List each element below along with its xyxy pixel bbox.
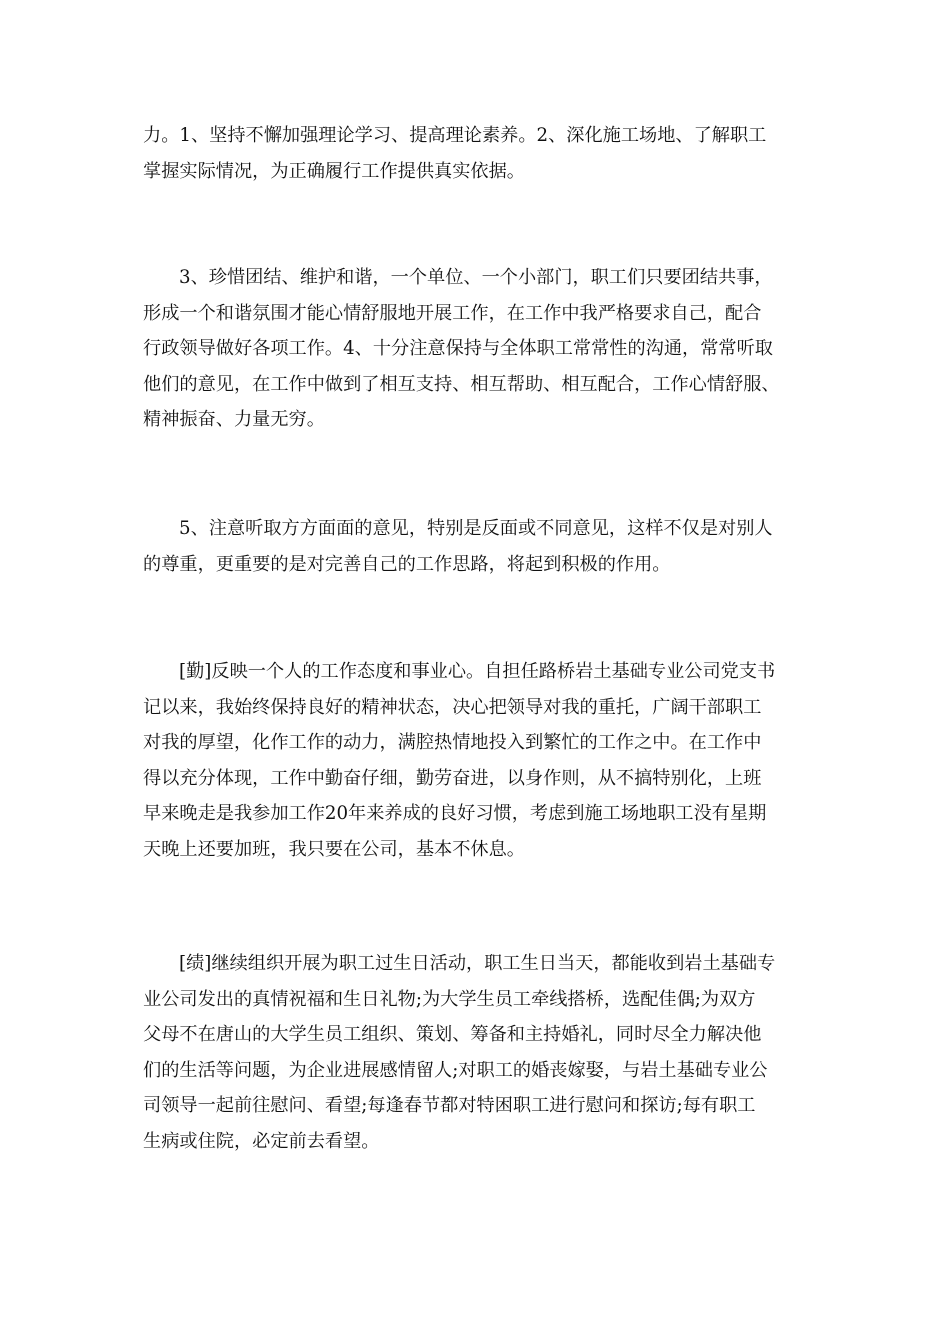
text-line: 行政领导做好各项工作。4、十分注意保持与全体职工常常性的沟通，常常听取: [143, 338, 773, 359]
text-line: [勤]反映一个人的工作态度和事业心。自担任路桥岩土基础专业公司党支书: [179, 661, 776, 682]
text-line: 得以充分体现，工作中勤奋仔细，勤劳奋进，以身作则，从不搞特别化，上班: [143, 767, 762, 789]
paragraph-theory-study: [143, 118, 815, 189]
text-line: 司领导一起前往慰问、看望;每逢春节都对特困职工进行慰问和探访;每有职工: [143, 1095, 756, 1116]
text-line: 天晚上还要加班，我只要在公司，基本不休息。: [143, 838, 525, 860]
text-line: 早来晚走是我参加工作20年来养成的良好习惯，考虑到施工场地职工没有星期: [143, 803, 767, 824]
text-line: [绩]继续组织开展为职工过生日活动，职工生日当天，都能收到岩土基础专: [179, 953, 776, 974]
paragraph-unity-harmony: [143, 260, 815, 438]
paragraph-achievements: [143, 946, 815, 1159]
text-line: 记以来，我始终保持良好的精神状态，决心把领导对我的重托，广阔干部职工: [143, 696, 762, 718]
text-line: 业公司发出的真情祝福和生日礼物;为大学生员工牵线搭桥，选配佳偶;为双方: [143, 988, 756, 1010]
text-line: 的尊重，更重要的是对完善自己的工作思路，将起到积极的作用。: [143, 553, 671, 575]
paragraph-diligence: [143, 654, 815, 867]
text-line: 生病或住院，必定前去看望。: [143, 1130, 380, 1152]
text-line: 们的生活等问题，为企业进展感情留人;对职工的婚丧嫁娶，与岩土基础专业公: [143, 1059, 768, 1081]
text-line: 父母不在唐山的大学生员工组织、策划、筹备和主持婚礼，同时尽全力解决他: [143, 1024, 762, 1045]
text-line: 掌握实际情况，为正确履行工作提供真实依据。: [143, 160, 525, 182]
text-line: 形成一个和谐氛围才能心情舒服地开展工作，在工作中我严格要求自己，配合: [143, 302, 762, 324]
text-line: 力。1、坚持不懈加强理论学习、提高理论素养。2、深化施工场地、了解职工: [143, 125, 767, 146]
text-line: 对我的厚望，化作工作的动力，满腔热情地投入到繁忙的工作之中。在工作中: [143, 732, 762, 753]
text-line: 3、珍惜团结、维护和谐，一个单位、一个小部门，职工们只要团结共事，: [179, 267, 773, 288]
text-line: 精神振奋、力量无穷。: [143, 409, 325, 430]
paragraph-listen-opinions: [143, 511, 815, 582]
text-line: 他们的意见，在工作中做到了相互支持、相互帮助、相互配合，工作心情舒服、: [143, 373, 780, 395]
text-line: 5、注意听取方方面面的意见，特别是反面或不同意见，这样不仅是对别人: [179, 518, 773, 539]
